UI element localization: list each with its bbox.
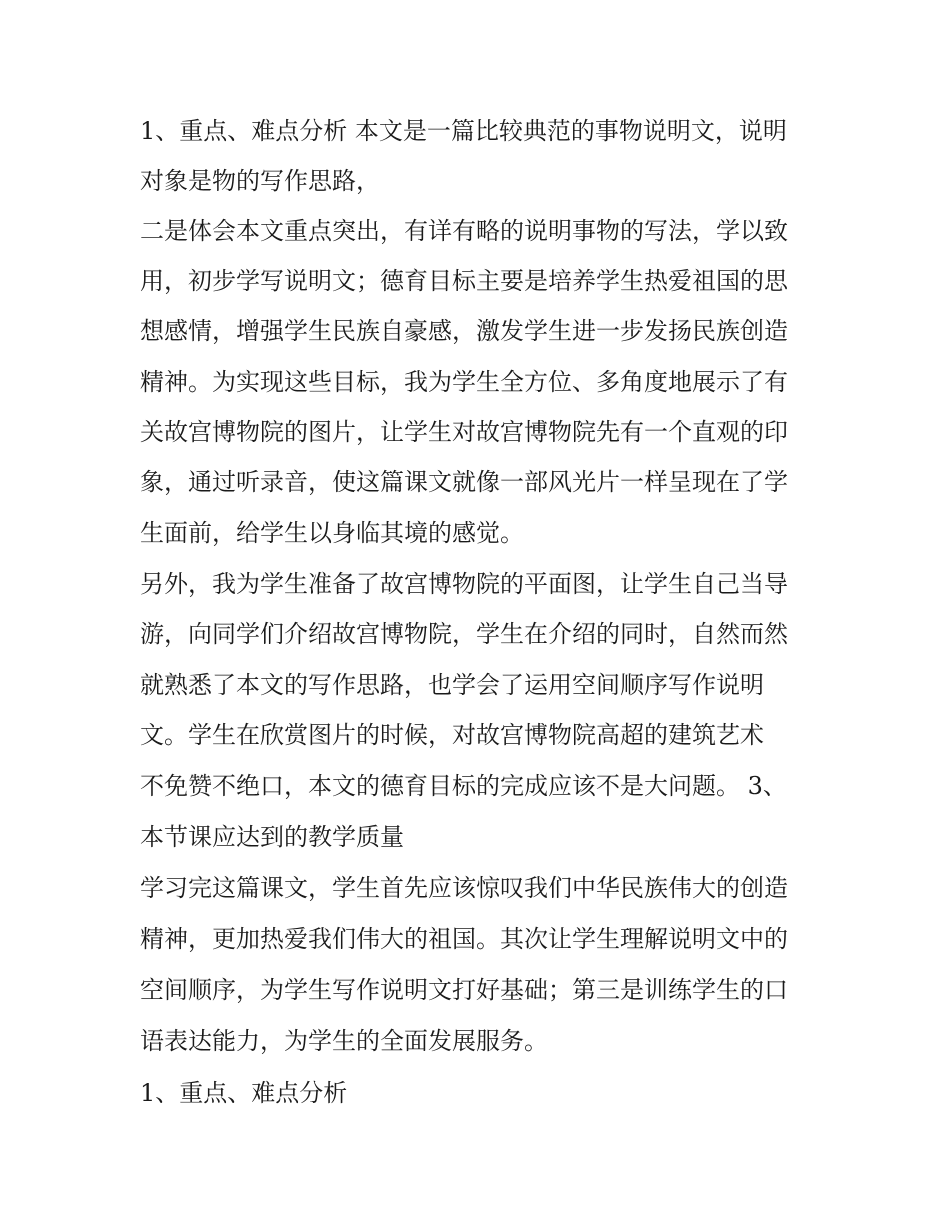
- text-line: 生面前，给学生以身临其境的感觉。: [140, 519, 524, 547]
- text-line: 另外，我为学生准备了故宫博物院的平面图，让学生自己当导: [140, 570, 788, 598]
- text-line: 语表达能力，为学生的全面发展服务。: [140, 1027, 548, 1055]
- text-line: 空间顺序，为学生写作说明文打好基础；第三是训练学生的口: [140, 976, 788, 1004]
- text-line: 就熟悉了本文的写作思路，也学会了运用空间顺序写作说明: [140, 671, 764, 699]
- text-line: 想感情，增强学生民族自豪感，激发学生进一步发扬民族创造: [140, 317, 788, 345]
- text-line: 本节课应达到的教学质量: [140, 823, 404, 851]
- text-line: 象，通过听录音，使这篇课文就像一部风光片一样呈现在了学: [140, 468, 788, 496]
- text-line: 精神，更加热爱我们伟大的祖国。其次让学生理解说明文中的: [140, 925, 788, 953]
- text-line: 文。学生在欣赏图片的时候，对故宫博物院高超的建筑艺术: [140, 721, 764, 749]
- text-line: 关故宫博物院的图片，让学生对故宫博物院先有一个直观的印: [140, 418, 788, 446]
- text-line: 精神。为实现这些目标，我为学生全方位、多角度地展示了有: [140, 368, 788, 396]
- text-line: 对象是物的写作思路，: [140, 167, 380, 195]
- text-line: 不免赞不绝口，本文的德育目标的完成应该不是大问题。 3、: [140, 772, 787, 800]
- text-line: 二是体会本文重点突出，有详有略的说明事物的写法，学以致: [140, 217, 788, 245]
- text-line: 1、重点、难点分析 本文是一篇比较典范的事物说明文，说明: [140, 117, 787, 145]
- text-line: 学习完这篇课文，学生首先应该惊叹我们中华民族伟大的创造: [140, 874, 788, 902]
- text-line: 1、重点、难点分析: [140, 1079, 348, 1107]
- text-line: 用，初步学写说明文；德育目标主要是培养学生热爱祖国的思: [140, 267, 788, 295]
- text-line: 游，向同学们介绍故宫博物院，学生在介绍的同时，自然而然: [140, 620, 788, 648]
